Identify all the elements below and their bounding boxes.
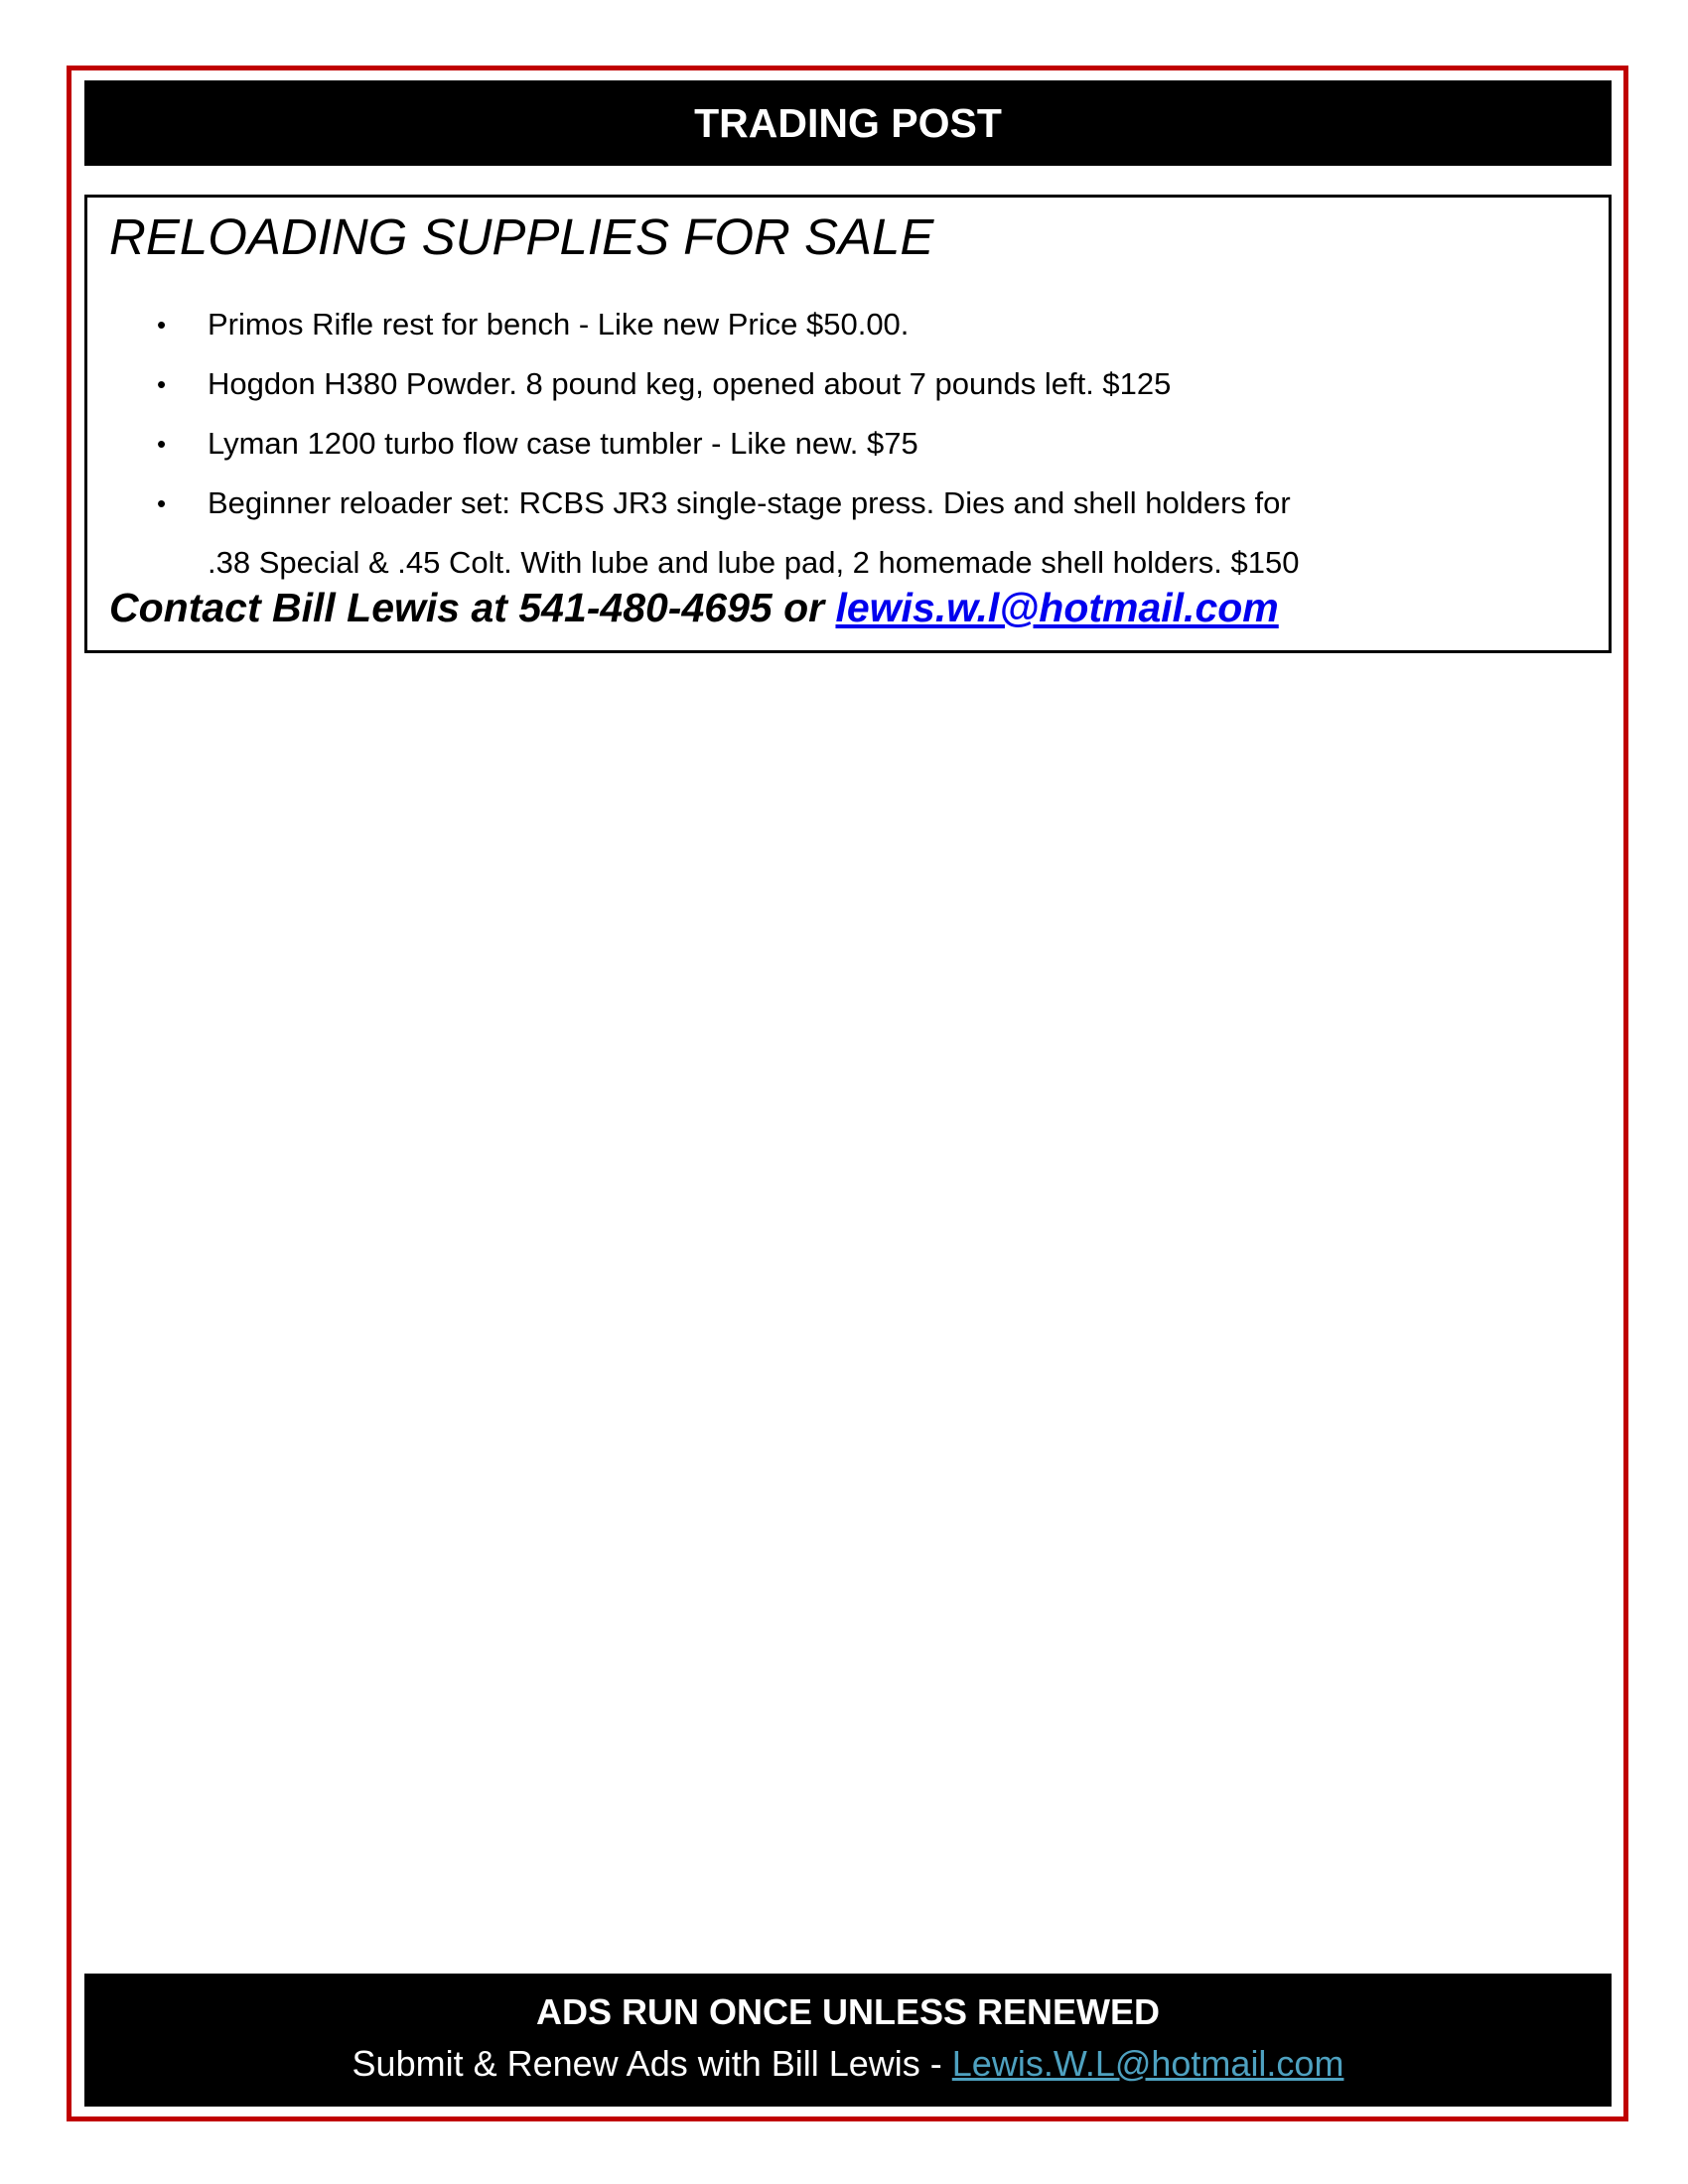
ad-box <box>84 195 1612 653</box>
item-text-continued: .38 Special & .45 Colt. With lube and lube pad, 2 homemade shell holders. $150 <box>208 545 1300 580</box>
page-header <box>84 80 1612 166</box>
item-text: Hogdon H380 Powder. 8 pound keg, opened about 7 pounds left. $125 <box>208 366 1172 401</box>
page-footer <box>84 1974 1612 2107</box>
item-text: Primos Rifle rest for bench - Like new Price $50.00. <box>208 307 910 341</box>
footer-submit-text: Submit & Renew Ads with Bill Lewis - <box>352 2043 952 2084</box>
bullet-icon: • <box>157 310 167 340</box>
ad-item-list <box>87 295 1299 593</box>
page-title: TRADING POST <box>694 99 1002 146</box>
item-text: Beginner reloader set: RCBS JR3 single-stage press. Dies and shell holders for <box>208 485 1291 520</box>
list-item <box>87 474 1299 593</box>
bullet-icon: • <box>157 429 167 459</box>
bullet-icon: • <box>157 369 167 399</box>
item-text: Lyman 1200 turbo flow case tumbler - Like new. $75 <box>208 426 918 461</box>
list-item <box>87 295 1299 354</box>
footer-notice: ADS RUN ONCE UNLESS RENEWED <box>535 1991 1161 2032</box>
bullet-icon: • <box>157 488 167 518</box>
contact-email-link[interactable]: lewis.w.l@hotmail.com <box>835 585 1279 630</box>
footer-submit-line <box>84 2043 1612 2085</box>
contact-text: Contact Bill Lewis at 541-480-4695 or <box>109 585 836 630</box>
ad-title: RELOADING SUPPLIES FOR SALE <box>109 208 934 265</box>
list-item <box>87 354 1299 414</box>
footer-email-link[interactable]: Lewis.W.L@hotmail.com <box>951 2043 1344 2084</box>
list-item <box>87 414 1299 474</box>
contact-line <box>109 585 1279 631</box>
